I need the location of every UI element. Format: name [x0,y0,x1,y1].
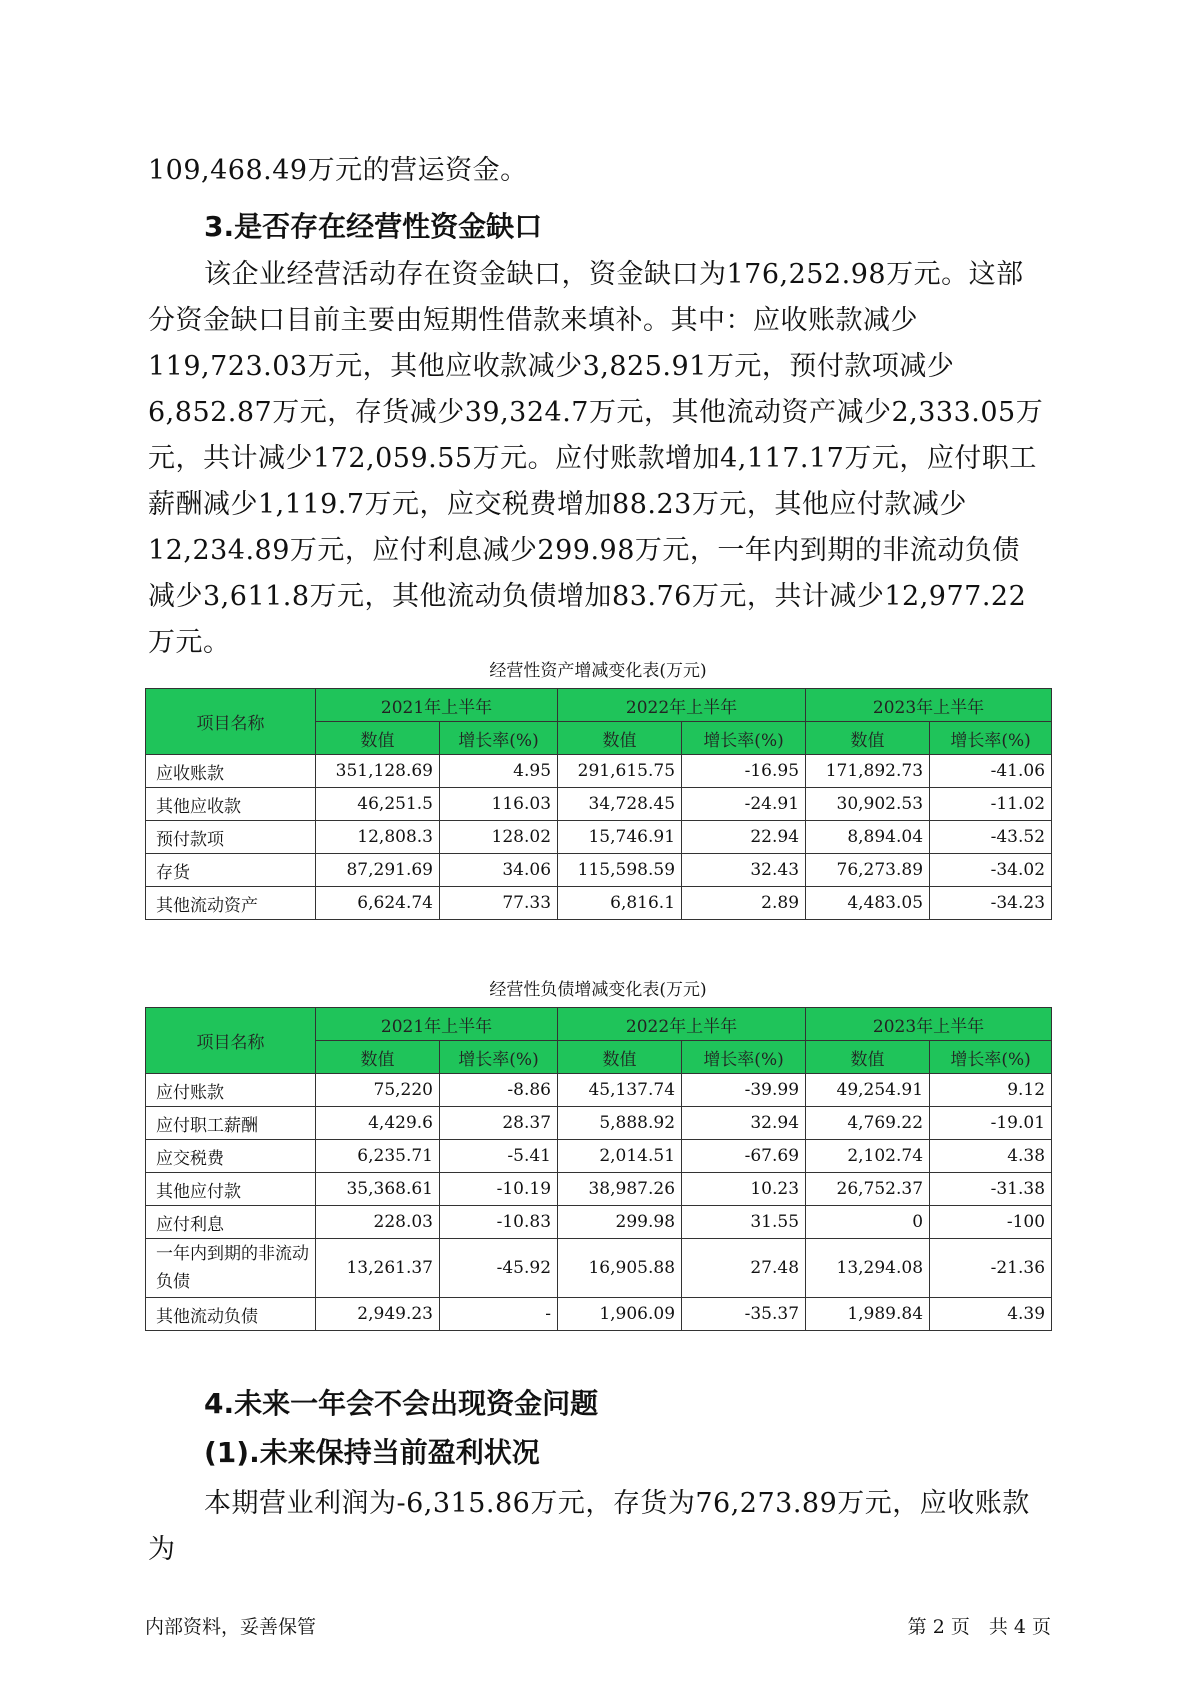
cell-value: 8,894.04 [806,821,930,854]
header-period: 2021年上半年 [316,689,558,722]
cell-growth-rate: 4.95 [440,755,558,788]
table-header-row [146,1008,1052,1041]
table-caption-liabilities: 经营性负债增减变化表(万元) [489,980,707,1000]
cell-value: 13,261.37 [316,1239,440,1298]
cell-value: 16,905.88 [558,1239,682,1298]
row-item-name: 预付款项 [146,821,316,854]
table-caption-assets: 经营性资产增减变化表(万元) [489,661,707,681]
row-item-name: 存货 [146,854,316,887]
cell-growth-rate: 27.48 [682,1239,806,1298]
cell-growth-rate: 9.12 [930,1074,1052,1107]
cell-growth-rate: 34.06 [440,854,558,887]
header-period: 2022年上半年 [558,689,806,722]
paragraph-operating-profit: 本期营业利润为-6,315.86万元，存货为76,273.89万元，应收账款为 [148,1488,1030,1565]
cell-value: 228.03 [316,1206,440,1239]
cell-growth-rate: -34.23 [930,887,1052,920]
cell-value: 2,949.23 [316,1298,440,1331]
header-value: 数值 [316,1041,440,1074]
cell-growth-rate: -10.83 [440,1206,558,1239]
row-item-name: 应付职工薪酬 [146,1107,316,1140]
table-header-row [146,689,1052,722]
cell-growth-rate: 4.38 [930,1140,1052,1173]
table-row [146,887,1052,920]
header-growth: 增长率(%) [930,1041,1052,1074]
cell-growth-rate: 31.55 [682,1206,806,1239]
cell-value: 4,769.22 [806,1107,930,1140]
cell-value: 12,808.3 [316,821,440,854]
cell-value: 0 [806,1206,930,1239]
cell-value: 34,728.45 [558,788,682,821]
cell-growth-rate: -67.69 [682,1140,806,1173]
cell-value: 75,220 [316,1074,440,1107]
table-row [146,1074,1052,1107]
cell-value: 35,368.61 [316,1173,440,1206]
cell-value: 49,254.91 [806,1074,930,1107]
cell-growth-rate: -34.02 [930,854,1052,887]
cell-value: 46,251.5 [316,788,440,821]
table-row [146,854,1052,887]
cell-growth-rate: 28.37 [440,1107,558,1140]
cell-value: 76,273.89 [806,854,930,887]
cell-growth-rate: -41.06 [930,755,1052,788]
cell-growth-rate: 32.43 [682,854,806,887]
cell-growth-rate: -43.52 [930,821,1052,854]
table-row [146,755,1052,788]
cell-value: 2,014.51 [558,1140,682,1173]
cell-value: 1,906.09 [558,1298,682,1331]
cell-growth-rate: 4.39 [930,1298,1052,1331]
row-item-name: 其他应收款 [146,788,316,821]
table-row [146,1206,1052,1239]
footer-page-number: 第 2 页 共 4 页 [907,1616,1051,1638]
cell-value: 5,888.92 [558,1107,682,1140]
header-period: 2023年上半年 [806,689,1052,722]
cell-value: 38,987.26 [558,1173,682,1206]
header-value: 数值 [316,722,440,755]
table-row [146,1173,1052,1206]
cell-value: 291,615.75 [558,755,682,788]
cell-value: 4,483.05 [806,887,930,920]
table-row [146,1239,1052,1298]
row-item-name: 应交税费 [146,1140,316,1173]
header-value: 数值 [806,1041,930,1074]
cell-growth-rate: 32.94 [682,1107,806,1140]
table-row [146,1140,1052,1173]
cell-value: 351,128.69 [316,755,440,788]
table-operating-liabilities [145,1007,1052,1331]
row-item-name: 应付利息 [146,1206,316,1239]
cell-growth-rate: -11.02 [930,788,1052,821]
cell-growth-rate: -5.41 [440,1140,558,1173]
header-growth: 增长率(%) [682,1041,806,1074]
header-item-name: 项目名称 [146,1008,316,1074]
cell-growth-rate: -31.38 [930,1173,1052,1206]
table-row [146,788,1052,821]
cell-value: 6,235.71 [316,1140,440,1173]
cell-growth-rate: 2.89 [682,887,806,920]
footer-confidential-note: 内部资料，妥善保管 [145,1616,317,1638]
cell-value: 26,752.37 [806,1173,930,1206]
row-item-name: 应付账款 [146,1074,316,1107]
cell-value: 299.98 [558,1206,682,1239]
cell-growth-rate: -19.01 [930,1107,1052,1140]
cell-growth-rate: -39.99 [682,1074,806,1107]
subsection-heading-4-1: (1).未来保持当前盈利状况 [204,1436,540,1469]
row-item-name: 其他应付款 [146,1173,316,1206]
cell-growth-rate: -24.91 [682,788,806,821]
cell-growth-rate: 22.94 [682,821,806,854]
cell-growth-rate: -100 [930,1206,1052,1239]
section-heading-3: 3.是否存在经营性资金缺口 [204,210,543,243]
table-row [146,1298,1052,1331]
cell-value: 30,902.53 [806,788,930,821]
header-value: 数值 [558,722,682,755]
section-heading-4: 4.未来一年会不会出现资金问题 [204,1387,599,1420]
cell-growth-rate: 77.33 [440,887,558,920]
cell-growth-rate: 128.02 [440,821,558,854]
header-period: 2022年上半年 [558,1008,806,1041]
header-item-name: 项目名称 [146,689,316,755]
table-row [146,821,1052,854]
cell-growth-rate: -8.86 [440,1074,558,1107]
cell-growth-rate: 10.23 [682,1173,806,1206]
header-value: 数值 [558,1041,682,1074]
cell-value: 1,989.84 [806,1298,930,1331]
cell-growth-rate: -45.92 [440,1239,558,1298]
header-period: 2021年上半年 [316,1008,558,1041]
row-item-name: 其他流动资产 [146,887,316,920]
header-growth: 增长率(%) [930,722,1052,755]
cell-growth-rate: -21.36 [930,1239,1052,1298]
header-growth: 增长率(%) [682,722,806,755]
cell-value: 15,746.91 [558,821,682,854]
cell-value: 171,892.73 [806,755,930,788]
cell-value: 13,294.08 [806,1239,930,1298]
header-value: 数值 [806,722,930,755]
header-growth: 增长率(%) [440,722,558,755]
row-item-name: 其他流动负债 [146,1298,316,1331]
cell-value: 115,598.59 [558,854,682,887]
cell-value: 2,102.74 [806,1140,930,1173]
paragraph-working-capital: 109,468.49万元的营运资金。 [148,155,528,186]
row-item-name: 应收账款 [146,755,316,788]
cell-growth-rate: -35.37 [682,1298,806,1331]
table-operating-assets [145,688,1052,920]
cell-value: 6,816.1 [558,887,682,920]
cell-growth-rate: 116.03 [440,788,558,821]
header-period: 2023年上半年 [806,1008,1052,1041]
cell-value: 87,291.69 [316,854,440,887]
cell-growth-rate: -16.95 [682,755,806,788]
cell-growth-rate: - [440,1298,558,1331]
cell-growth-rate: -10.19 [440,1173,558,1206]
cell-value: 4,429.6 [316,1107,440,1140]
cell-value: 6,624.74 [316,887,440,920]
paragraph-funding-gap: 该企业经营活动存在资金缺口，资金缺口为176,252.98万元。这部分资金缺口目前主要由短期性借款来填补。其中：应收账款减少119,723.03万元，其他应收款减少3,825.91万元，预付款项减少6,852.87万元，存货减少39,324.7万元，其他流动资产减少2,333.05万元，共计减少172,059.55万元。应付账款增加4,117.17万元，应付职工薪酬减少1,119.7万元，应交税费增加88.23万元，其他应付款减少12,234.89万元，应付利息减少299.98万元，一年内到期的非流动负债减少3,611.8万元，其他流动负债增加83.76万元，共计减少12,977.22万元。 [148,259,1044,658]
table-row [146,1107,1052,1140]
row-item-name: 一年内到期的非流动负债 [146,1239,316,1298]
header-growth: 增长率(%) [440,1041,558,1074]
cell-value: 45,137.74 [558,1074,682,1107]
